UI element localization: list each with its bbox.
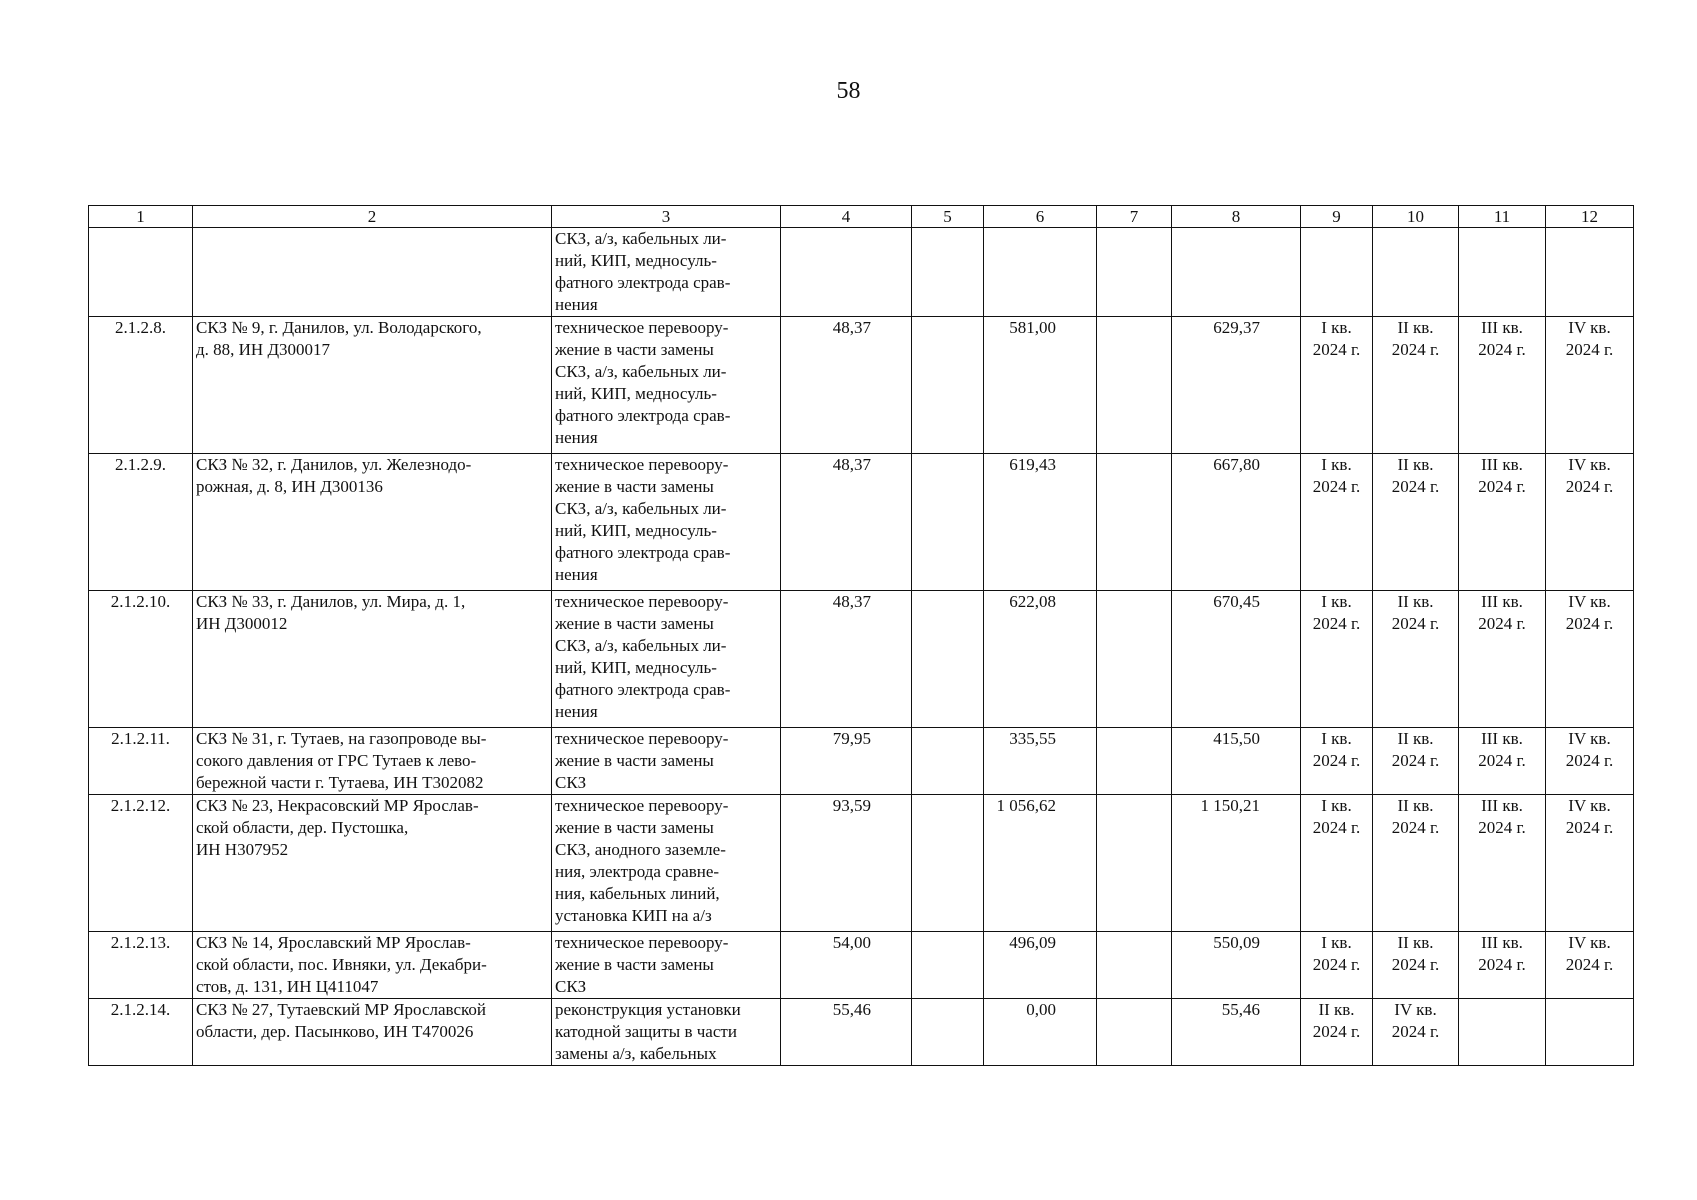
cell-col11 — [1459, 932, 1546, 999]
cell-col7 — [1097, 932, 1172, 999]
cell-description — [552, 591, 781, 728]
cell-col7 — [1097, 591, 1172, 728]
cell-col6 — [984, 228, 1097, 317]
year-label: 2024 г. — [1391, 751, 1440, 770]
cell-col12 — [1546, 317, 1634, 454]
cell-col5 — [912, 999, 984, 1066]
text-line: ния, кабельных линий, — [555, 884, 720, 903]
year-label: 2024 г. — [1391, 477, 1440, 496]
text-line: нения — [555, 702, 598, 721]
table-row — [89, 728, 1634, 795]
text-line: техническое перевоору- — [555, 796, 729, 815]
cell-num — [89, 228, 193, 317]
year-label: 2024 г. — [1565, 340, 1614, 359]
year-label: 2024 г. — [1565, 818, 1614, 837]
cell-description — [552, 228, 781, 317]
column-header: 1 — [89, 206, 193, 228]
cell-col11 — [1459, 795, 1546, 932]
text-line: фатного электрода срав- — [555, 273, 731, 292]
quarter-label: I кв. — [1321, 592, 1352, 611]
text-line: жение в части замены — [555, 955, 714, 974]
cell-col9 — [1301, 999, 1373, 1066]
cell-col12 — [1546, 728, 1634, 795]
cell-object — [193, 317, 552, 454]
year-label: 2024 г. — [1312, 955, 1361, 974]
cell-object — [193, 228, 552, 317]
cell-col8 — [1172, 228, 1301, 317]
cell-col11 — [1459, 317, 1546, 454]
text-line: области, дер. Пасынково, ИН Т470026 — [196, 1022, 474, 1041]
text-line: жение в части замены — [555, 751, 714, 770]
quarter-label: IV кв. — [1394, 1000, 1437, 1019]
cell-col12 — [1546, 795, 1634, 932]
text-line: жение в части замены — [555, 614, 714, 633]
year-label: 2024 г. — [1391, 1022, 1440, 1041]
year-label: 2024 г. — [1391, 340, 1440, 359]
text-line: ний, КИП, медносуль- — [555, 521, 717, 540]
year-label: 2024 г. — [1565, 614, 1614, 633]
text-line: СКЗ № 32, г. Данилов, ул. Железнодо- — [196, 455, 472, 474]
cell-col6: 0,00 — [984, 999, 1097, 1066]
quarter-label: III кв. — [1481, 796, 1523, 815]
cell-object — [193, 591, 552, 728]
text-line: СКЗ № 23, Некрасовский МР Ярослав- — [196, 796, 479, 815]
text-line: ний, КИП, медносуль- — [555, 251, 717, 270]
quarter-label: IV кв. — [1568, 933, 1611, 952]
text-line: СКЗ, а/з, кабельных ли- — [555, 499, 727, 518]
table-row — [89, 932, 1634, 999]
table-row-continuation — [89, 228, 1634, 317]
cell-col8: 55,46 — [1172, 999, 1301, 1066]
quarter-label: II кв. — [1397, 592, 1434, 611]
year-label: 2024 г. — [1312, 818, 1361, 837]
cell-col8: 629,37 — [1172, 317, 1301, 454]
cell-col9 — [1301, 795, 1373, 932]
cell-col4: 48,37 — [781, 317, 912, 454]
quarter-label: II кв. — [1397, 455, 1434, 474]
year-label: 2024 г. — [1478, 340, 1526, 359]
cell-col10 — [1373, 932, 1459, 999]
cell-col12 — [1546, 932, 1634, 999]
text-line: фатного электрода срав- — [555, 406, 731, 425]
cell-col11 — [1459, 228, 1546, 317]
text-line: фатного электрода срав- — [555, 543, 731, 562]
cell-description — [552, 454, 781, 591]
text-line: техническое перевоору- — [555, 933, 729, 952]
year-label: 2024 г. — [1312, 1022, 1361, 1041]
text-line: нения — [555, 295, 598, 314]
cell-description — [552, 999, 781, 1066]
text-line: катодной защиты в части — [555, 1022, 737, 1041]
text-line: СКЗ № 33, г. Данилов, ул. Мира, д. 1, — [196, 592, 466, 611]
column-header: 4 — [781, 206, 912, 228]
text-line: ской области, пос. Ивняки, ул. Декабри- — [196, 955, 487, 974]
cell-description — [552, 795, 781, 932]
cell-object — [193, 454, 552, 591]
cell-col5 — [912, 317, 984, 454]
cell-col8: 667,80 — [1172, 454, 1301, 591]
text-line: СКЗ № 31, г. Тутаев, на газопроводе вы- — [196, 729, 487, 748]
cell-col6: 496,09 — [984, 932, 1097, 999]
quarter-label: I кв. — [1321, 455, 1352, 474]
text-line: сокого давления от ГРС Тутаев к лево- — [196, 751, 477, 770]
text-line: техническое перевоору- — [555, 455, 729, 474]
quarter-label: II кв. — [1397, 933, 1434, 952]
quarter-label: III кв. — [1481, 592, 1523, 611]
text-line: СКЗ, а/з, кабельных ли- — [555, 362, 727, 381]
year-label: 2024 г. — [1565, 955, 1614, 974]
year-label: 2024 г. — [1391, 614, 1440, 633]
cell-col12 — [1546, 228, 1634, 317]
cell-col8: 415,50 — [1172, 728, 1301, 795]
cell-col4: 79,95 — [781, 728, 912, 795]
cell-col12 — [1546, 999, 1634, 1066]
text-line: реконструкция установки — [555, 1000, 741, 1019]
cell-col5 — [912, 591, 984, 728]
cell-col7 — [1097, 728, 1172, 795]
text-line: д. 88, ИН Д300017 — [196, 340, 331, 359]
cell-col5 — [912, 454, 984, 591]
cell-col6: 335,55 — [984, 728, 1097, 795]
column-header: 10 — [1373, 206, 1459, 228]
cell-object — [193, 728, 552, 795]
quarter-label: IV кв. — [1568, 455, 1611, 474]
cell-col6: 622,08 — [984, 591, 1097, 728]
quarter-label: I кв. — [1321, 933, 1352, 952]
column-number-row — [89, 206, 1634, 228]
year-label: 2024 г. — [1478, 818, 1526, 837]
year-label: 2024 г. — [1565, 477, 1614, 496]
cell-col8: 670,45 — [1172, 591, 1301, 728]
quarter-label: IV кв. — [1568, 318, 1611, 337]
cell-num: 2.1.2.9. — [89, 454, 193, 591]
text-line: ний, КИП, медносуль- — [555, 384, 717, 403]
cell-col4: 54,00 — [781, 932, 912, 999]
page-number: 58 — [836, 78, 861, 104]
year-label: 2024 г. — [1565, 751, 1614, 770]
quarter-label: II кв. — [1397, 729, 1434, 748]
cell-description — [552, 932, 781, 999]
text-line: СКЗ, а/з, кабельных ли- — [555, 229, 727, 248]
text-line: рожная, д. 8, ИН Д300136 — [196, 477, 383, 496]
cell-col11 — [1459, 454, 1546, 591]
column-header: 8 — [1172, 206, 1301, 228]
cell-col6: 1 056,62 — [984, 795, 1097, 932]
cell-col10 — [1373, 454, 1459, 591]
cell-num: 2.1.2.8. — [89, 317, 193, 454]
year-label: 2024 г. — [1478, 477, 1526, 496]
works-table — [88, 205, 1634, 1066]
text-line: стов, д. 131, ИН Ц411047 — [196, 977, 379, 996]
text-line: ИН Н307952 — [196, 840, 289, 859]
quarter-label: II кв. — [1318, 1000, 1355, 1019]
cell-col4: 48,37 — [781, 591, 912, 728]
cell-col10 — [1373, 999, 1459, 1066]
text-line: жение в части замены — [555, 477, 714, 496]
year-label: 2024 г. — [1312, 477, 1361, 496]
cell-col7 — [1097, 999, 1172, 1066]
cell-col11 — [1459, 728, 1546, 795]
cell-col9 — [1301, 728, 1373, 795]
cell-num: 2.1.2.12. — [89, 795, 193, 932]
text-line: техническое перевоору- — [555, 592, 729, 611]
cell-col10 — [1373, 795, 1459, 932]
cell-col6: 581,00 — [984, 317, 1097, 454]
text-line: техническое перевоору- — [555, 318, 729, 337]
text-line: жение в части замены — [555, 818, 714, 837]
table-row — [89, 591, 1634, 728]
cell-col9 — [1301, 454, 1373, 591]
cell-num: 2.1.2.14. — [89, 999, 193, 1066]
cell-col5 — [912, 932, 984, 999]
cell-col12 — [1546, 591, 1634, 728]
cell-col5 — [912, 728, 984, 795]
cell-col6: 619,43 — [984, 454, 1097, 591]
cell-col10 — [1373, 228, 1459, 317]
cell-col11 — [1459, 591, 1546, 728]
cell-col11 — [1459, 999, 1546, 1066]
cell-col7 — [1097, 795, 1172, 932]
year-label: 2024 г. — [1312, 751, 1361, 770]
column-header: 5 — [912, 206, 984, 228]
year-label: 2024 г. — [1391, 818, 1440, 837]
cell-col5 — [912, 228, 984, 317]
column-header: 6 — [984, 206, 1097, 228]
text-line: установка КИП на а/з — [555, 906, 712, 925]
text-line: СКЗ № 14, Ярославский МР Ярослав- — [196, 933, 471, 952]
text-line: жение в части замены — [555, 340, 714, 359]
column-header: 7 — [1097, 206, 1172, 228]
quarter-label: IV кв. — [1568, 592, 1611, 611]
column-header: 9 — [1301, 206, 1373, 228]
table-row — [89, 454, 1634, 591]
text-line: техническое перевоору- — [555, 729, 729, 748]
cell-num: 2.1.2.13. — [89, 932, 193, 999]
cell-col9 — [1301, 932, 1373, 999]
table-row — [89, 999, 1634, 1066]
text-line: СКЗ — [555, 773, 587, 792]
quarter-label: III кв. — [1481, 455, 1523, 474]
text-line: СКЗ № 27, Тутаевский МР Ярославской — [196, 1000, 486, 1019]
text-line: СКЗ, а/з, кабельных ли- — [555, 636, 727, 655]
table-row — [89, 317, 1634, 454]
column-header: 12 — [1546, 206, 1634, 228]
text-line: ИН Д300012 — [196, 614, 288, 633]
cell-object — [193, 999, 552, 1066]
quarter-label: III кв. — [1481, 729, 1523, 748]
quarter-label: IV кв. — [1568, 729, 1611, 748]
cell-description — [552, 728, 781, 795]
quarter-label: I кв. — [1321, 318, 1352, 337]
cell-col4: 55,46 — [781, 999, 912, 1066]
cell-col7 — [1097, 454, 1172, 591]
quarter-label: I кв. — [1321, 729, 1352, 748]
cell-col9 — [1301, 228, 1373, 317]
column-header: 2 — [193, 206, 552, 228]
cell-col8: 550,09 — [1172, 932, 1301, 999]
cell-col10 — [1373, 728, 1459, 795]
quarter-label: II кв. — [1397, 318, 1434, 337]
year-label: 2024 г. — [1478, 751, 1526, 770]
cell-num: 2.1.2.11. — [89, 728, 193, 795]
cell-col4 — [781, 228, 912, 317]
text-line: фатного электрода срав- — [555, 680, 731, 699]
cell-description — [552, 317, 781, 454]
text-line: ской области, дер. Пустошка, — [196, 818, 409, 837]
table-row — [89, 795, 1634, 932]
cell-col8: 1 150,21 — [1172, 795, 1301, 932]
cell-col4: 93,59 — [781, 795, 912, 932]
text-line: СКЗ, анодного заземле- — [555, 840, 726, 859]
year-label: 2024 г. — [1312, 614, 1361, 633]
text-line: замены а/з, кабельных — [555, 1044, 717, 1063]
cell-col7 — [1097, 228, 1172, 317]
year-label: 2024 г. — [1478, 614, 1526, 633]
quarter-label: III кв. — [1481, 318, 1523, 337]
text-line: СКЗ — [555, 977, 587, 996]
cell-col10 — [1373, 591, 1459, 728]
year-label: 2024 г. — [1478, 955, 1526, 974]
text-line: бережной части г. Тутаева, ИН Т302082 — [196, 773, 484, 792]
text-line: нения — [555, 565, 598, 584]
text-line: ния, электрода сравне- — [555, 862, 720, 881]
cell-col9 — [1301, 317, 1373, 454]
year-label: 2024 г. — [1391, 955, 1440, 974]
cell-col7 — [1097, 317, 1172, 454]
text-line: СКЗ № 9, г. Данилов, ул. Володарского, — [196, 318, 482, 337]
column-header: 11 — [1459, 206, 1546, 228]
text-line: ний, КИП, медносуль- — [555, 658, 717, 677]
text-line: нения — [555, 428, 598, 447]
cell-col10 — [1373, 317, 1459, 454]
cell-col5 — [912, 795, 984, 932]
cell-object — [193, 932, 552, 999]
cell-num: 2.1.2.10. — [89, 591, 193, 728]
quarter-label: IV кв. — [1568, 796, 1611, 815]
cell-col4: 48,37 — [781, 454, 912, 591]
quarter-label: II кв. — [1397, 796, 1434, 815]
cell-col12 — [1546, 454, 1634, 591]
quarter-label: I кв. — [1321, 796, 1352, 815]
year-label: 2024 г. — [1312, 340, 1361, 359]
quarter-label: III кв. — [1481, 933, 1523, 952]
cell-col9 — [1301, 591, 1373, 728]
cell-object — [193, 795, 552, 932]
column-header: 3 — [552, 206, 781, 228]
